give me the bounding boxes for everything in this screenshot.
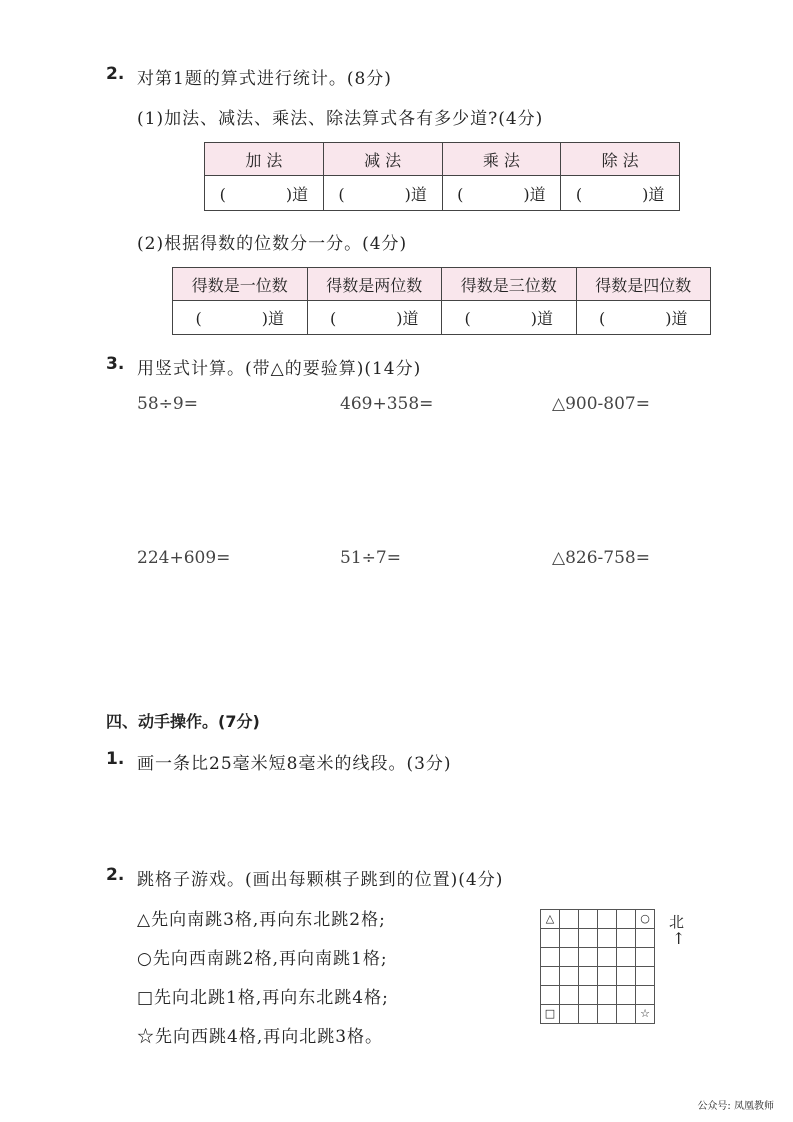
question-3-title: 用竖式计算。(带△的要验算)(14分): [137, 359, 422, 379]
instruction-star: ☆先向西跳4格,再向北跳3格。: [137, 1027, 384, 1047]
board-cell[interactable]: [617, 986, 636, 1005]
board-cell[interactable]: [560, 986, 579, 1005]
north-arrow-icon: ↑: [672, 929, 686, 948]
table2-header-one-digit: 得数是一位数: [173, 268, 308, 301]
board-cell[interactable]: [579, 910, 598, 929]
board-cell[interactable]: [617, 1005, 636, 1024]
operation-count-table: [204, 142, 680, 211]
calc-item: 224+609=: [137, 548, 231, 568]
board-cell[interactable]: [617, 948, 636, 967]
board-cell[interactable]: [541, 948, 560, 967]
question-2-title: 对第1题的算式进行统计。(8分): [137, 69, 392, 89]
question-2-part2: (2)根据得数的位数分一分。(4分): [137, 234, 408, 254]
section-4-q1-text: 画一条比25毫米短8毫米的线段。(3分): [137, 754, 452, 774]
paren-open: (: [599, 309, 606, 328]
paren-open: (: [195, 309, 202, 328]
north-label: 北: [669, 913, 685, 931]
table1-header-add: 加 法: [205, 143, 324, 176]
answer-cell[interactable]: [561, 176, 680, 211]
board-piece: △: [545, 912, 555, 925]
board-cell[interactable]: [560, 967, 579, 986]
unit-label: )道: [285, 184, 309, 204]
table1-header-divide: 除 法: [561, 143, 680, 176]
board-piece: ☆: [640, 1007, 650, 1020]
unit-label: )道: [523, 184, 546, 204]
question-3-number: 3.: [106, 354, 125, 374]
table1-header-subtract: 减 法: [323, 143, 442, 176]
paren-open: (: [219, 184, 226, 204]
answer-cell[interactable]: [442, 176, 561, 211]
calc-item: 51÷7=: [340, 548, 401, 568]
paren-open: (: [338, 184, 345, 204]
board-cell[interactable]: [636, 986, 655, 1005]
board-cell[interactable]: [541, 986, 560, 1005]
calc-item: 58÷9=: [137, 394, 198, 414]
calc-item: △826-758=: [552, 548, 650, 568]
question-2-number: 2.: [106, 64, 125, 84]
board-cell[interactable]: [598, 948, 617, 967]
paren-open: (: [464, 309, 471, 328]
board-cell[interactable]: [617, 967, 636, 986]
instruction-square: □先向北跳1格,再向东北跳4格;: [137, 988, 389, 1008]
calc-item: 469+358=: [340, 394, 434, 414]
board-cell[interactable]: [636, 967, 655, 986]
paren-open: (: [457, 184, 464, 204]
board-cell[interactable]: [560, 929, 579, 948]
board-cell[interactable]: [636, 910, 655, 929]
instruction-triangle: △先向南跳3格,再向东北跳2格;: [137, 910, 386, 930]
unit-label: )道: [642, 184, 665, 204]
board-cell[interactable]: [541, 1005, 560, 1024]
board-cell[interactable]: [560, 1005, 579, 1024]
board-cell[interactable]: [579, 948, 598, 967]
board-cell[interactable]: [560, 948, 579, 967]
section-4-title: 四、动手操作。(7分): [106, 712, 260, 731]
board-cell[interactable]: [636, 1005, 655, 1024]
answer-cell[interactable]: [576, 301, 711, 335]
hopscotch-board: [540, 909, 655, 1024]
unit-label: )道: [404, 184, 427, 204]
board-cell[interactable]: [598, 967, 617, 986]
footer-watermark: 公众号: 凤凰教师: [697, 1101, 774, 1112]
section-4-q2-text: 跳格子游戏。(画出每颗棋子跳到的位置)(4分): [137, 870, 504, 890]
answer-cell[interactable]: [173, 301, 308, 335]
answer-cell[interactable]: [205, 176, 324, 211]
unit-label: )道: [261, 309, 284, 328]
paren-open: (: [575, 184, 583, 204]
table2-header-three-digit: 得数是三位数: [442, 268, 577, 301]
board-cell[interactable]: [541, 929, 560, 948]
calc-item: △900-807=: [552, 394, 650, 414]
board-piece: □: [544, 1007, 556, 1020]
answer-cell[interactable]: [307, 301, 442, 335]
board-cell[interactable]: [579, 986, 598, 1005]
unit-label: )道: [530, 309, 553, 328]
board-cell[interactable]: [636, 948, 655, 967]
board-cell[interactable]: [579, 1005, 598, 1024]
board-cell[interactable]: [579, 929, 598, 948]
board-cell[interactable]: [579, 967, 598, 986]
table1-header-multiply: 乘 法: [442, 143, 561, 176]
paren-open: (: [330, 309, 337, 328]
board-cell[interactable]: [541, 967, 560, 986]
question-2-part1: (1)加法、减法、乘法、除法算式各有多少道?(4分): [137, 109, 544, 129]
digit-count-table: [172, 267, 711, 335]
board-cell[interactable]: [617, 910, 636, 929]
instruction-circle: ○先向西南跳2格,再向南跳1格;: [137, 949, 388, 969]
table2-header-four-digit: 得数是四位数: [576, 268, 711, 301]
board-cell[interactable]: [598, 929, 617, 948]
board-cell[interactable]: [541, 910, 560, 929]
section-4-q2-number: 2.: [106, 865, 125, 885]
section-4-q1-number: 1.: [106, 749, 125, 769]
board-cell[interactable]: [598, 986, 617, 1005]
unit-label: )道: [665, 309, 688, 328]
answer-cell[interactable]: [323, 176, 442, 211]
board-cell[interactable]: [598, 910, 617, 929]
board-cell[interactable]: [560, 910, 579, 929]
table2-header-two-digit: 得数是两位数: [307, 268, 442, 301]
board-cell[interactable]: [598, 1005, 617, 1024]
board-cell[interactable]: [636, 929, 655, 948]
answer-cell[interactable]: [442, 301, 577, 335]
unit-label: )道: [396, 309, 419, 328]
board-cell[interactable]: [617, 929, 636, 948]
board-piece: ○: [640, 912, 650, 925]
